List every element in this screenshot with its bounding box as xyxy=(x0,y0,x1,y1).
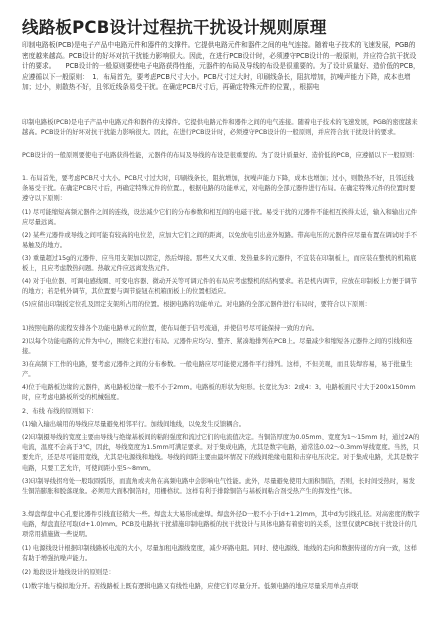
paragraph-rule-4: (4) 对于电位器、可调电感线圈、可变电容器、微动开关等可调元件的布局应考虑整机的结构要求。若是机内调节，应放在印制板上方便于调节的地方；若是机外调节，其位置要与调节旋钮在机箱面板上的位置相适应。 xyxy=(22,278,418,296)
document-title: 线路板PCB设计过程抗干扰设计规则原理 xyxy=(22,18,327,37)
paragraph-sub-3: 3)在高频下工作的电路，要考虑元器件之间的分布参数。一般电路应尽可能使元器件平行排列。这样，不但美观，而且装焊容易，易于批量生产。 xyxy=(22,361,413,379)
paragraph-wiring-3: (3)印制导线拐弯处一般取圆弧形，而直角或夹角在高频电路中会影响电气性能。此外，尽量避免使用大面积铜箔，否则，长时间受热时，易发生铜箔膨胀和脱落现象。必须用大面积铜箔时，用栅格状。这样有利于排除铜箔与基板间粘合剂受热产生的挥发性气体。 xyxy=(22,478,416,496)
paragraph-pcb-intro: 印制电路板(PCB)是电子产品中电路元件和器件的支撑件。它提供电路元件和器件之间的电气连接。随着电子技术的飞速发展，PGB的密度越来越高。PCB设计的好坏对抗干扰能力影响很大。因此，在进行PCB设计时，必须遵守PCB设计的一般原则，并应符合抗干扰设计的要求。 xyxy=(22,119,418,137)
paragraph-wiring-2: (2)印制摄导线的宽度主要由导线与绝缘基板间的粘附强度和流过它们的电流值决定。当铜箔厚度为0.05mm、宽度为1～15mm 时，通过2A的电流，温度不会高于3℃，因此，导线宽度为1.5mm可满足要求。对于集成电路，尤其是数字电路，通常选0.02～0.3mm导线宽度。当然，只要允许，还是尽可能用宽线，尤其是电源线和地线。导线的间距主要由最坏情况下的线间绝缘电阻和击穿电压决定。对于集成电路，尤其是数字电路，只要工艺允许，可使间距小至5~8mm。 xyxy=(22,434,420,472)
paragraph-ground-1: (1)数字地与模拟地分开。若线路板上既有逻辑电路又有线性电路，应使它们尽量分开。低频电路的地应尽量采用单点并联 xyxy=(22,583,359,590)
paragraph-sub-2: 2)以每个功能电路的元件为中心，围绕它来进行布局。元器件应均匀、整齐、紧凑地排列在PCB上。尽量减少和缩短各元器件之间的引线和连接。 xyxy=(22,338,413,356)
paragraph-general-principles: PCB设计的一般原则要使电子电路获得性能，元器件的布局及导线的布设是很重要的。为了设计质量好、造价低的PCB，应遵循以下一般原则： xyxy=(22,152,419,159)
paragraph-rule-2: (2) 某些元器件或导线之间可能有较高的电位差，应加大它们之间的距离，以免放电引出意外短路。带高电压的元器件应尽量布置在调试时手不易触及的地方。 xyxy=(22,232,418,250)
paragraph-sub-1: 1)按照电路的流程安排各个功能电路单元的位置，使布局便于信号流通，并使信号尽可能保持一致的方向。 xyxy=(22,325,319,332)
paragraph-layout: 1. 布局首先，要考虑PCB尺寸大小。PCB尺寸过大时，印刷线条长，阻抗增加，抗噪声能力下降，成本也增加；过小，则散热不好，且邻近线条易受干扰。在确定PCB尺寸后，再确定特殊元件的位置。，根据电路的功能单元，对电路的全部元器件进行布局。在确定特殊元件的位置时要遵守以下原则： xyxy=(22,175,416,203)
intro-paragraph: 印制电路板(PCB)是电子产品中电路元件和器件的支撑件。它提供电路元件和器件之间的电气连接。随着电子技术的飞速发展，PGB的密度越来越高。PCB设计的好坏对抗干扰能力影响很大。因此，在进行PCB设计时，必须遵守PCB设计的一般原则，并应符合抗干扰设计的要求。 PCB设计的一般原则要使电子电路获得性能，元器件的布局及导线的布设是很重要的。为了设计质量好、造价低的PCB，应遵循以下一般原则： 1．布局首先，要考虑PCB尺寸大小。PCB尺寸过大时，印刷线条长，阻抗增加，抗噪声能力下降，成本也增加；过小，则散热不好，且邻近线条易受干扰。在确定PCB尺寸后，再确定特殊元件的位置，，根据电 xyxy=(22,41,420,92)
paragraph-rule-3: (3) 重量超过15g的元器件、应当用支架加以固定，然后焊接。那些又大又重、发热量多的元器件，不宜装在印制板上，而应装在整机的机箱底板上，且应考虑散热问题。热敏元件应远离发热元件。 xyxy=(22,255,417,273)
paragraph-power-line: (1) 电源线设计根据印制线路板电流的大小，尽量加租电源线宽度，减少环路电阻。同时、使电源线、地线的走向和数据传递的方向一致，这样有助于增强抗噪声能力。 xyxy=(22,545,418,563)
paragraph-wiring-heading: 2、布线 布线的原则如下： xyxy=(22,408,98,415)
paragraph-wiring-1: (1)输入输出端用的导线应尽量避免相邻平行。加线间地线，以免发生反馈耦合。 xyxy=(22,421,246,428)
paragraph-rule-1: (1) 尽可能缩短高频元器件之间的连线，设法减少它们的分布参数和相互间的电磁干扰。易受干扰的元器件不能相互挨得太近，输入和输出元件应尽量远离。 xyxy=(22,209,418,227)
paragraph-ground-heading: (2) 地段设计地线设计的原则是： xyxy=(22,569,115,576)
paragraph-sub-4: 4)位于电路板边缘的元器件，离电路板边缘一般不小于2mm。电路板的形状为矩形。长宽比为3：2或4：3。电路板面尺寸大于200x150mm时，应考虑电路板所受的机械强度。 xyxy=(22,384,416,402)
paragraph-pad: 3.焊盘焊盘中心孔要比器件引线直径稍大一些。焊盘太大易形成虚焊。焊盘外径D一般不小于(d+1.2)mm，其中d为引线孔径。对高密度的数字电路，焊盘直径可取(d+1.0)mm。PCB及电路抗干扰措施印制电路板的抗干扰设计与具体电路有着密切的关系，这里仅就PCB抗干扰设计的几项常用措施做一些说明。 xyxy=(22,511,420,539)
paragraph-rule-5: (5)应留出印制扳定位孔及固定支架所占用的位置。根据电路的功能单元。对电路的全部元器件进行布局时，要符合以下原则： xyxy=(22,301,371,308)
